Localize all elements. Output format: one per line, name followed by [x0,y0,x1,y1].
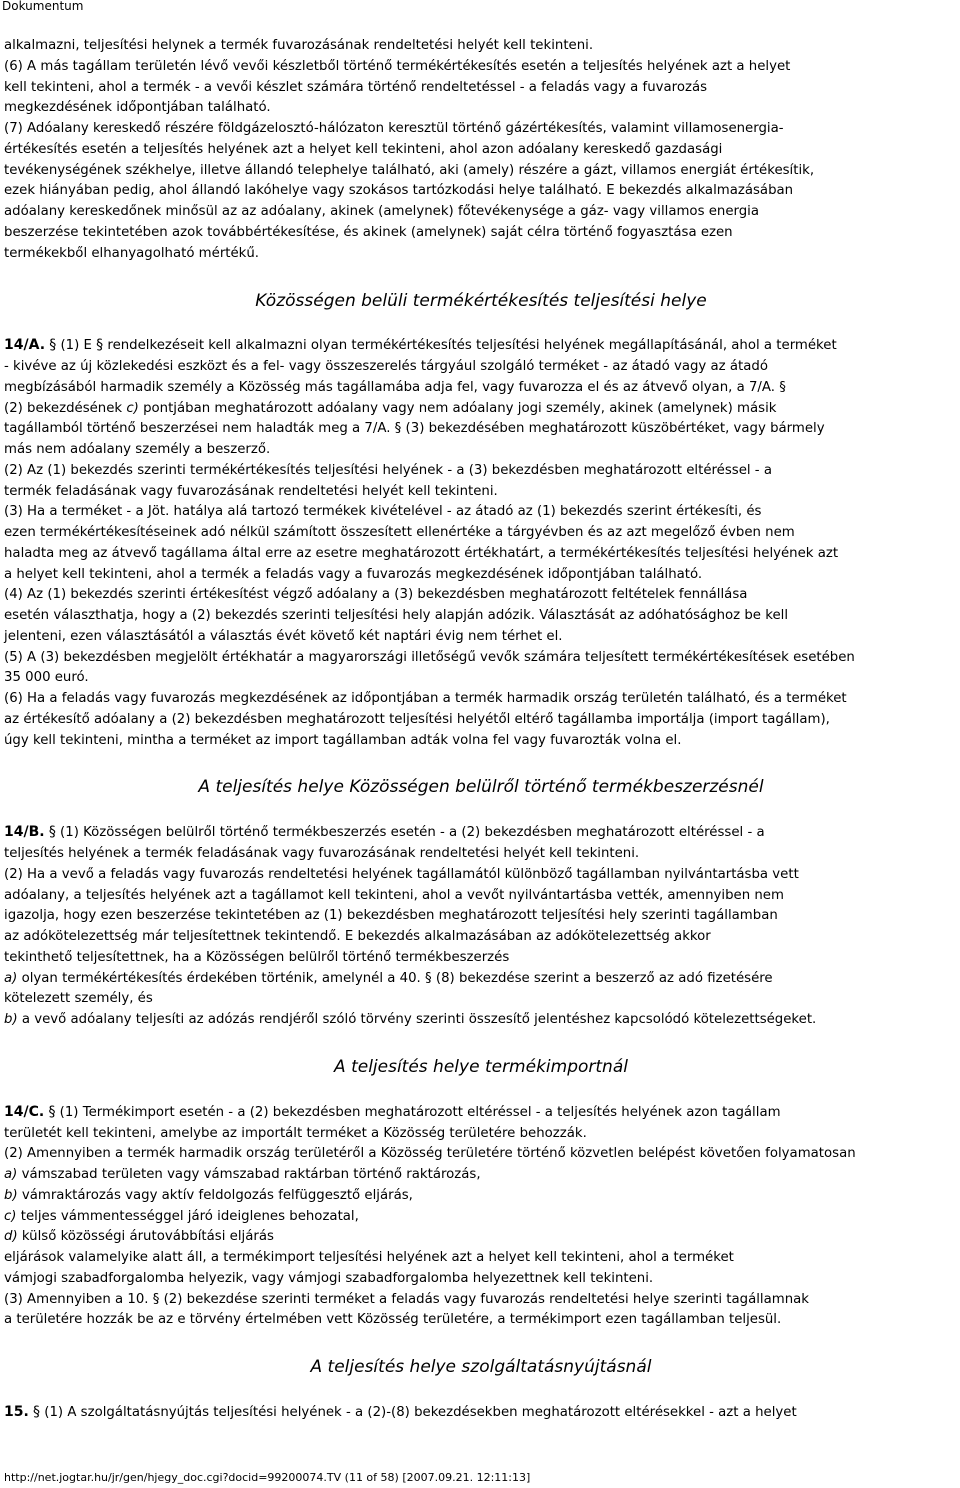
paragraph-text: (1) Közösségen belülről történő termékbeszerzés esetén - a (2) bekezdésben meghatározott eltéréssel - a [55,825,765,841]
section-heading: A teljesítés helye termékimportnál [334,1056,628,1077]
paragraph-line: - kivéve az új közlekedési eszközt és a fel- vagy összeszerelés tárgyául szolgáló terméket - az átadó vagy az átadó [4,359,768,374]
paragraph-line: tevékenységének székhelye, illetve állandó telephelye található, aki (amely) részére a gázt, villamos energiát értékesítik, [4,162,815,178]
section-sign: § [48,824,56,841]
paragraph-line: ezen termékértékesítéseinek adó nélkül számított összesített ellenértéke a tárgyévben és az azt megelőző évben nem [4,525,795,540]
paragraph-line: az adókötelezettség már teljesítettnek tekintendő. E bekezdés alkalmazásában az adókötelezettség akkor [4,929,711,944]
paragraph-line: ezek hiányában pedig, ahol állandó lakóhelye vagy szokásos tartózkodási helye található. E bekezdés alkalmazásában [4,183,794,199]
section-number: 14/B. [4,824,45,841]
paragraph-line: megbízásából harmadik személy a Közösség más tagállamába adja fel, vagy fuvarozza el és az átvevő olyan, a 7/A. § [4,379,786,395]
section-heading: A teljesítés helye szolgáltatásnyújtásnál [310,1357,652,1377]
paragraph-line [4,1010,958,1031]
paragraph-line: (2) Ha a vevő a feladás vagy fuvarozás rendeltetési helyének tagállamától különböző tagállamban nyilvántartásba vett [4,866,799,882]
paragraph-text: olyan termékértékesítés érdekében történik, amelynél a 40. § (8) bekezdése szerint a beszerző az adó fizetésére [17,970,773,986]
section-heading: Közösségen belüli termékértékesítés teljesítési helye [255,291,707,312]
paragraph-line: megkezdésének időpontjában található. [4,100,271,116]
paragraph-line [4,1165,958,1186]
document-body [0,36,958,1424]
window-title: Dokumentum [2,0,84,13]
paragraph-line: kötelezett személy, és [4,991,153,1007]
section-sign: § [96,337,104,354]
paragraph-line: tekinthető teljesítettnek, ha a Közösségen belülről történő termékbeszerzés [4,949,510,965]
paragraph-text: rendelkezéseit kell alkalmazni olyan termékértékesítés teljesítési helyének megállapításánál, ahol a terméket [103,338,837,354]
paragraph-line [4,399,958,420]
paragraph-line: a területére hozzák be az e törvény értelmében vett Közösség területére, a termékimport ezen tagállamban teljesül. [4,1312,782,1328]
paragraph-line [4,1186,958,1207]
paragraph-line: (6) A más tagállam területén lévő vevői készletből történő termékértékesítés esetén a teljesítés helyének azt a helyet [4,58,791,74]
paragraph-line: más nem adóalany személy a beszerző. [4,442,271,457]
point-marker: b) [4,1187,18,1203]
paragraph-line: alkalmazni, teljesítési helynek a termék fuvarozásának rendeltetési helyét kell tekinteni. [4,38,594,53]
paragraph-line: vámjogi szabadforgalomba helyezik, vagy vámjogi szabadforgalomba helyezettnek kell tekinteni. [4,1270,654,1286]
paragraph-line: adóalany kereskedőnek minősül az az adóalany, akinek (amelynek) főtevékenysége a gáz- vagy villamos energia [4,204,760,219]
paragraph-text: (1) A szolgáltatásnyújtás teljesítési helyének - a (2)-(8) bekezdésekben meghatározott eltérésekkel - azt a helyet [40,1405,797,1420]
paragraph-text: (1) Termékimport esetén - a (2) bekezdésben meghatározott eltéréssel - a teljesítés helyének azon tagállam [55,1104,781,1120]
section-sign: § [33,1404,41,1420]
paragraph-text: (2) bekezdésének [4,400,127,416]
point-marker: a) [4,1167,18,1182]
point-marker: c) [126,400,139,416]
section-paragraph [4,1102,958,1124]
paragraph-line: (7) Adóalany kereskedő részére földgázelosztó-hálózaton keresztül történő gázértékesítés, valamint villamosenergia- [4,121,784,136]
paragraph-line: teljesítés helyének a termék feladásának vagy fuvarozásának rendeltetési helyét kell tekinteni. [4,846,640,861]
paragraph-line: 35 000 euró. [4,670,89,686]
section-heading: A teljesítés helye Közösségen belülről történő termékbeszerzésnél [198,777,764,798]
paragraph-line: igazolja, hogy ezen beszerzése tekintetében az (1) bekezdésben meghatározott teljesítési hely szerinti tagállamban [4,908,778,924]
paragraph-text: külső közösségi árutovábbítási eljárás [17,1229,274,1245]
paragraph-text: teljes vámmentességgel járó ideiglenes behozatal, [16,1208,359,1224]
paragraph-text: a vevő adóalany teljesíti az adózás rendjéről szóló törvény szerinti összesítő jelentéshez kapcsolódó kötelezettségeket. [17,1012,817,1027]
paragraph-line: termékekből elhanyagolható mértékű. [4,245,260,261]
section-sign: § [49,337,57,354]
paragraph-line: (3) Amennyiben a 10. § (2) bekezdése szerinti terméket a feladás vagy fuvarozás rendeltetési helye szerinti tagállamnak [4,1291,809,1307]
paragraph-text: vámszabad területen vagy vámszabad raktárban történő raktározás, [17,1167,481,1182]
paragraph-text: vámraktározás vagy aktív feldolgozás felfüggesztő eljárás, [17,1187,413,1203]
section-number: 14/C. [4,1103,45,1120]
paragraph-line: esetén választhatja, hogy a (2) bekezdés szerinti teljesítési hely alapján adózik. Választását az adóhatósághoz be kell [4,608,789,623]
paragraph-line [4,1207,958,1228]
paragraph-line: (3) Ha a terméket - a Jöt. hatálya alá tartozó termékek kivételével - az átadó az (1) bekezdés szerint értékesíti, és [4,504,762,520]
paragraph-line: (2) Az (1) bekezdés szerinti termékértékesítés teljesítési helyének - a (3) bekezdésben meghatározott eltéréssel - a [4,462,772,478]
paragraph-line: úgy kell tekinteni, mintha a terméket az import tagállamban adták volna fel vagy fuvarozták volna el. [4,732,682,748]
paragraph-text: (1) E [56,338,97,354]
section-paragraph [4,1402,958,1424]
paragraph-line: a helyet kell tekinteni, ahol a termék a feladás vagy a fuvarozás megkezdésének időpontjában található. [4,566,703,582]
page-url-footer: http://net.jogtar.hu/jr/gen/hjegy_doc.cgi?docid=99200074.TV (11 of 58) [2007.09.21. 12:11:13] [4,1471,531,1484]
paragraph-line [4,969,958,990]
paragraph-line: tagállamból történő beszerzései nem haladták meg a 7/A. § (3) bekezdésében meghatározott küszöbértéket, vagy bármely [4,421,825,437]
point-marker: a) [4,970,18,986]
section-paragraph [4,822,958,844]
paragraph-line: jelenteni, ezen választásától a választás évét követő két naptári évig nem térhet el. [4,628,563,644]
paragraph-text: pontjában meghatározott adóalany vagy nem adóalany jogi személy, akinek (amelynek) másik [138,400,777,416]
paragraph-line: értékesítés esetén a teljesítés helyének azt a helyet kell tekinteni, ahol azon adóalany kereskedő gazdasági [4,141,723,157]
point-marker: c) [4,1208,17,1224]
paragraph-line: (2) Amennyiben a termék harmadik ország területéről a Közösség területére történő közvetlen belépést követően folyamatosan [4,1146,856,1162]
paragraph-line: eljárások valamelyike alatt áll, a termékimport teljesítési helyének azt a helyet kell tekinteni, ahol a terméket [4,1250,734,1265]
paragraph-line: területét kell tekinteni, amelybe az importált terméket a Közösség területére behozzák. [4,1125,587,1141]
point-marker: d) [4,1229,18,1245]
section-number: 15. [4,1404,29,1420]
paragraph-line: (4) Az (1) bekezdés szerinti értékesítést végző adóalany a (3) bekezdésben meghatározott feltételek fennállása [4,587,748,603]
paragraph-line: beszerzése tekintetében azok továbbértékesítése, és akinek (amelynek) saját célra történő fogyasztása ezen [4,224,733,240]
section-number: 14/A. [4,337,46,354]
paragraph-line: haladta meg az átvevő tagállama által erre az esetre meghatározott értékhatárt, a termékértékesítés teljesítési helyének azt [4,545,839,561]
section-paragraph [4,335,958,357]
paragraph-line: termék feladásának vagy fuvarozásának rendeltetési helyét kell tekinteni. [4,483,498,499]
paragraph-line: adóalany, a teljesítés helyének azt a tagállamot kell tekinteni, ahol a vevőt nyilvántartásba vették, amennyiben nem [4,887,784,903]
paragraph-line: (6) Ha a feladás vagy fuvarozás megkezdésének az időpontjában a termék harmadik ország területén található, és a terméket [4,691,847,706]
section-sign: § [48,1103,56,1120]
point-marker: b) [4,1012,18,1027]
paragraph-line [4,1227,958,1248]
paragraph-line: kell tekinteni, ahol a termék - a vevői készlet számára történő rendeltetéssel - a feladás vagy a fuvarozás [4,79,708,95]
paragraph-line: (5) A (3) bekezdésben megjelölt értékhatár a magyarországi illetőségű vevők számára teljesített termékértékesítések esetében [4,649,855,665]
paragraph-line: az értékesítő adóalany a (2) bekezdésben meghatározott teljesítési helyétől eltérő tagállamba importálja (import tagállam), [4,711,830,727]
